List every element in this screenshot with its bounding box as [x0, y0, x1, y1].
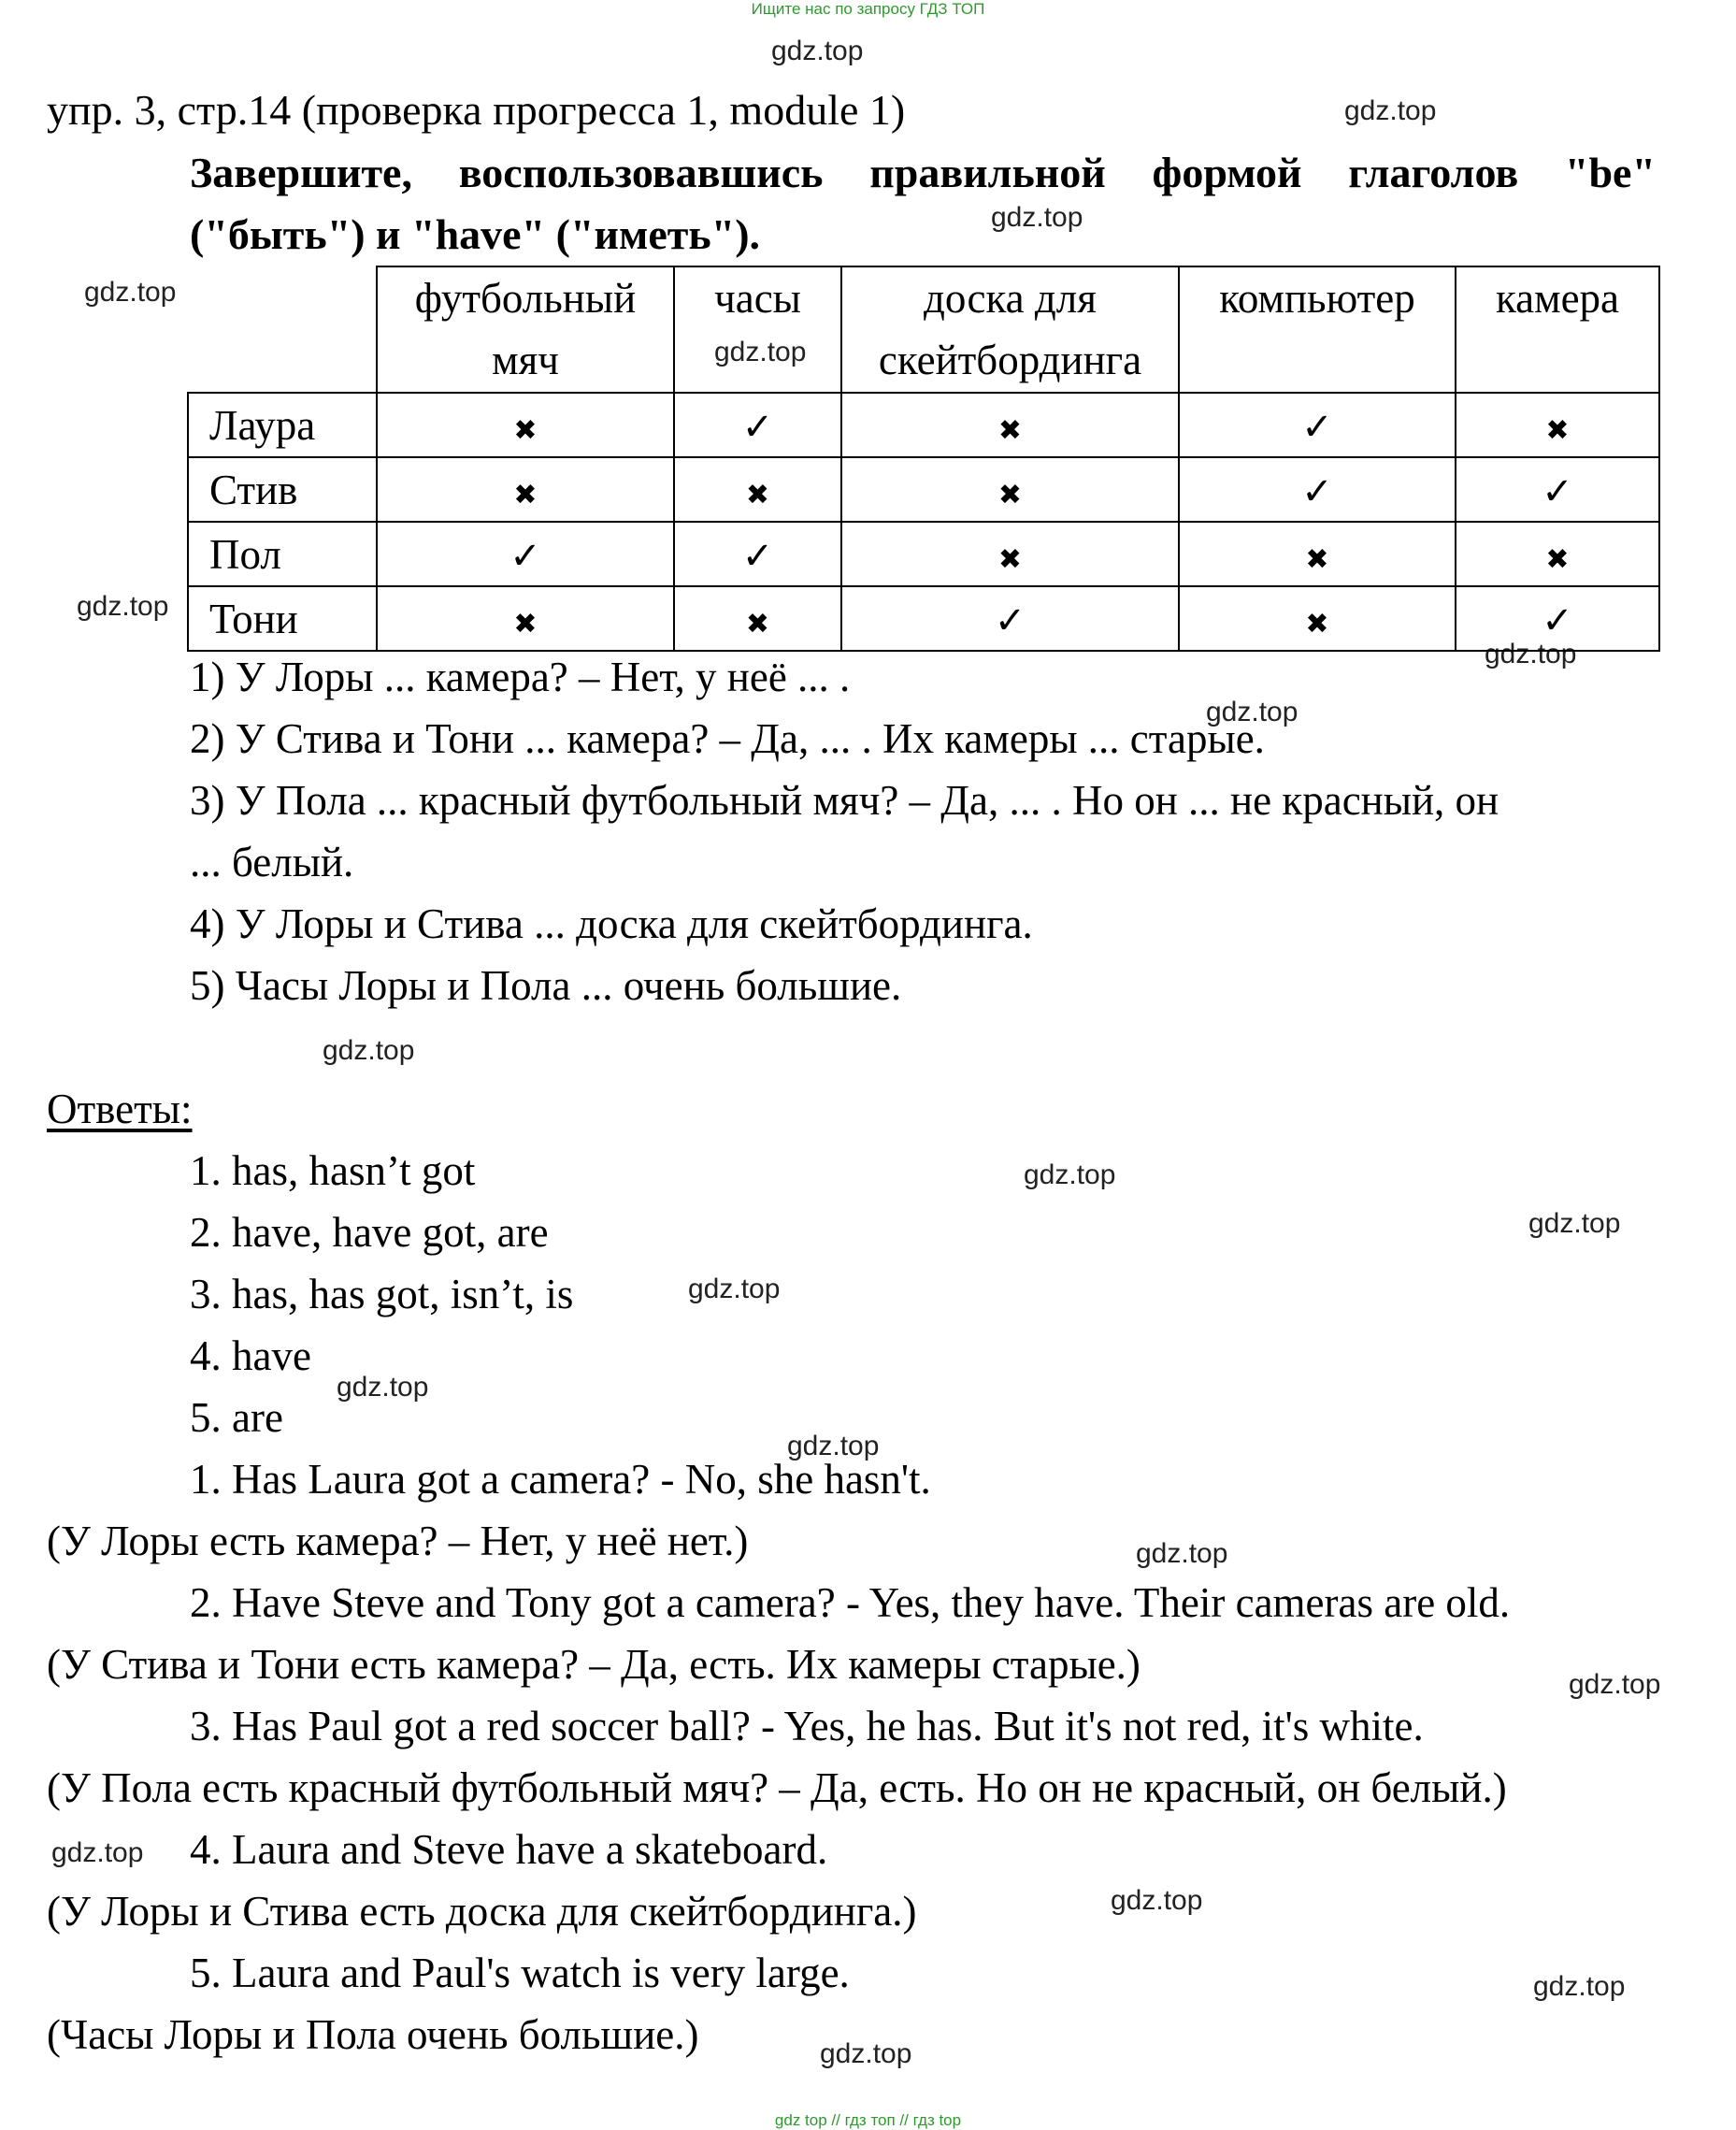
short-answer: 1. has, hasn’t got [190, 1147, 476, 1194]
exercise-heading: упр. 3, стр.14 (проверка прогресса 1, module 1) [47, 86, 906, 134]
mark-cell [674, 457, 841, 522]
watermark: gdz.top [1206, 697, 1298, 727]
full-answer-ru: (Часы Лоры и Пола очень большие.) [47, 2011, 699, 2058]
watermark: gdz.top [1136, 1538, 1228, 1569]
mark-cell [841, 586, 1179, 651]
top-banner[interactable]: Ищите нас по запросу ГДЗ ТОП [751, 0, 985, 18]
cross-icon: ✖ [745, 607, 770, 640]
check-icon: ✓ [1301, 469, 1333, 513]
check-icon: ✓ [1542, 469, 1573, 513]
table-row [188, 393, 1659, 457]
question-item: 3) У Пола ... красный футбольный мяч? – Да, ... . Но он ... не красный, он [190, 777, 1499, 824]
cross-icon: ✖ [1305, 607, 1329, 640]
watermark: gdz.top [84, 277, 177, 308]
possession-table [187, 266, 1660, 652]
question-item: ... белый. [190, 839, 354, 885]
table-row [188, 457, 1659, 522]
cross-icon: ✖ [997, 542, 1023, 576]
full-answer-en: 5. Laura and Paul's watch is very large. [190, 1950, 850, 1996]
mark-cell [377, 457, 674, 522]
bottom-banner[interactable]: gdz top // гдз топ // гдз top [774, 2111, 962, 2129]
cross-icon: ✖ [513, 478, 538, 511]
full-answer-ru: (У Пола есть красный футбольный мяч? – Да, есть. Но он не красный, он белый.) [47, 1764, 1507, 1811]
cross-icon: ✖ [997, 413, 1023, 447]
watermark: gdz.top [1111, 1885, 1203, 1916]
watermark: gdz.top [1569, 1669, 1661, 1700]
cross-icon: ✖ [1545, 413, 1570, 447]
mark-cell [841, 457, 1179, 522]
mark-cell [1456, 457, 1659, 522]
check-icon: ✓ [509, 534, 541, 578]
watermark: gdz.top [323, 1035, 415, 1066]
watermark: gdz.top [1533, 1971, 1626, 2002]
check-icon: ✓ [741, 534, 774, 578]
check-icon: ✓ [741, 405, 774, 449]
question-item: 5) Часы Лоры и Пола ... очень большие. [190, 962, 902, 1009]
table-row [188, 522, 1659, 586]
watermark: gdz.top [1485, 639, 1577, 669]
full-answer-en: 4. Laura and Steve have a skateboard. [190, 1826, 828, 1873]
mark-cell [1179, 586, 1456, 651]
row-name: Стив [188, 457, 377, 522]
watermark: gdz.top [771, 36, 864, 66]
mark-cell [1456, 522, 1659, 586]
mark-cell [1456, 393, 1659, 457]
mark-cell [377, 586, 674, 651]
full-answer-en: 2. Have Steve and Tony got a camera? - Yes, they have. Their cameras are old. [190, 1579, 1511, 1626]
check-icon: ✓ [1301, 405, 1333, 449]
table-header-row [188, 266, 1659, 393]
mark-cell [1179, 522, 1456, 586]
mark-cell [841, 522, 1179, 586]
short-answer: 3. has, has got, isn’t, is [190, 1271, 574, 1317]
watermark: gdz.top [1528, 1208, 1621, 1239]
short-answer: 5. are [190, 1394, 283, 1441]
watermark: gdz.top [1344, 95, 1437, 126]
full-answer-ru: (У Лоры есть камера? – Нет, у неё нет.) [47, 1518, 749, 1564]
full-answer-en: 1. Has Laura got a camera? - No, she hasn't. [190, 1456, 931, 1503]
mark-cell [377, 393, 674, 457]
column-header: футбольный мяч [377, 266, 674, 393]
cross-icon: ✖ [745, 478, 770, 511]
column-header: камера [1456, 266, 1659, 393]
column-header: доска для скейтбординга [841, 266, 1179, 393]
full-answer-ru: (У Лоры и Стива есть доска для скейтбординга.) [47, 1888, 917, 1935]
watermark: gdz.top [787, 1431, 880, 1461]
mark-cell [674, 586, 841, 651]
check-icon: ✓ [994, 598, 1026, 642]
mark-cell [674, 393, 841, 457]
table-corner [188, 266, 377, 393]
column-header: часы [674, 266, 841, 393]
watermark: gdz.top [820, 2038, 912, 2069]
row-name: Тони [188, 586, 377, 651]
cross-icon: ✖ [513, 607, 538, 640]
question-item: 4) У Лоры и Стива ... доска для скейтбординга. [190, 900, 1033, 947]
mark-cell [674, 522, 841, 586]
cross-icon: ✖ [513, 413, 538, 447]
watermark: gdz.top [77, 591, 169, 622]
table-row [188, 586, 1659, 651]
short-answer: 2. have, have got, are [190, 1209, 549, 1256]
mark-cell [841, 393, 1179, 457]
check-icon: ✓ [1542, 598, 1573, 642]
short-answer: 4. have [190, 1332, 311, 1379]
watermark: gdz.top [991, 202, 1083, 233]
row-name: Пол [188, 522, 377, 586]
mark-cell [1456, 586, 1659, 651]
watermark: gdz.top [1024, 1159, 1116, 1190]
watermark: gdz.top [51, 1837, 144, 1868]
answers-title: Ответы: [47, 1086, 193, 1132]
mark-cell [377, 522, 674, 586]
task-instruction: Завершите, воспользовавшись правильной формой глаголов "be" ("быть") и "have" ("иметь"). [190, 149, 1656, 258]
full-answer-en: 3. Has Paul got a red soccer ball? - Yes, he has. But it's not red, it's white. [190, 1703, 1424, 1749]
column-header: компьютер [1179, 266, 1456, 393]
cross-icon: ✖ [1305, 542, 1329, 576]
question-item: 1) У Лоры ... камера? – Нет, у неё ... . [190, 654, 851, 700]
watermark: gdz.top [688, 1274, 781, 1304]
mark-cell [1179, 457, 1456, 522]
cross-icon: ✖ [1545, 542, 1570, 576]
watermark: gdz.top [337, 1372, 429, 1403]
cross-icon: ✖ [997, 478, 1023, 511]
question-item: 2) У Стива и Тони ... камера? – Да, ... . Их камеры ... старые. [190, 715, 1265, 762]
full-answer-ru: (У Стива и Тони есть камера? – Да, есть. Их камеры старые.) [47, 1641, 1141, 1688]
row-name: Лаура [188, 393, 377, 457]
watermark: gdz.top [714, 337, 807, 367]
mark-cell [1179, 393, 1456, 457]
